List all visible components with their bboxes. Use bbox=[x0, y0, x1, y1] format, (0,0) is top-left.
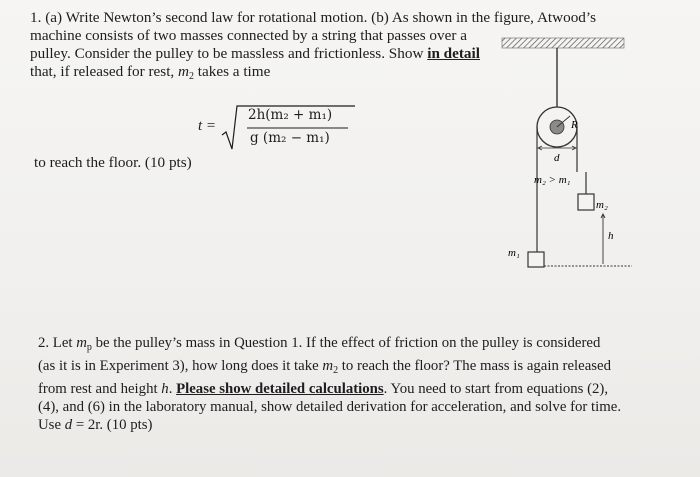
formula-numerator: 2h(m₂ + m₁) bbox=[248, 107, 333, 123]
q1-m-symbol: m bbox=[178, 63, 189, 80]
formula-denominator: g (m₂ − m₁) bbox=[250, 130, 330, 146]
ceiling-hatch bbox=[502, 38, 624, 48]
q2-line-2-post: to reach the floor? The mass is again released bbox=[338, 358, 612, 374]
radius-label: R bbox=[571, 119, 578, 131]
q2-h-var: h bbox=[161, 381, 169, 397]
q2-underlined-calculations: Please show detailed calculations bbox=[176, 381, 384, 397]
question-2 bbox=[38, 334, 668, 434]
mass-1-block bbox=[528, 252, 544, 267]
q2-line-1-pre: 2. Let bbox=[38, 335, 77, 351]
mass-1-label: m₁ bbox=[508, 247, 520, 259]
q2-line-1-post: be the pulley’s mass in Question 1. If the effect of friction on the pulley is considered bbox=[91, 335, 601, 351]
q1-line-3-text: pulley. Consider the pulley to be massless and frictionless. Show bbox=[30, 45, 424, 62]
q1-line-2: machine consists of two masses connected by a string that passes over a bbox=[30, 27, 467, 44]
q2-line-5-pre: Use bbox=[38, 417, 65, 433]
q2-line-3 bbox=[38, 380, 668, 398]
mass-relation-label: m₂ > m₁ bbox=[534, 174, 571, 186]
q2-line-2 bbox=[38, 357, 668, 380]
q1-line-4-pre: that, if released for rest, bbox=[30, 63, 179, 80]
q1-underlined-in-detail: in detail bbox=[427, 45, 480, 62]
q2-mp-var bbox=[76, 335, 92, 351]
q2-d-var: d bbox=[64, 417, 73, 433]
q2-mp-subscript: p bbox=[86, 342, 92, 353]
q2-mp-symbol: m bbox=[76, 335, 87, 351]
q2-line-2-pre: (as it is in Experiment 3), how long does it take bbox=[38, 358, 323, 374]
formula-lhs: t = bbox=[198, 118, 217, 134]
mass-2-block bbox=[578, 194, 594, 210]
q2-m2-symbol: m bbox=[322, 358, 334, 374]
q1-line-4-post: takes a time bbox=[193, 63, 271, 80]
atwood-machine-figure bbox=[490, 30, 640, 280]
mass-2-label: m₂ bbox=[596, 199, 608, 211]
q1-m2-var bbox=[178, 63, 194, 80]
height-label: h bbox=[608, 230, 614, 242]
reach-floor-text: to reach the floor. (10 pts) bbox=[34, 154, 192, 171]
q2-line-3-pre: from rest and height bbox=[38, 381, 162, 397]
q2-line-5-post: = 2r. (10 pts) bbox=[72, 417, 153, 433]
q1-line-1: 1. (a) Write Newton’s second law for rotational motion. (b) As shown in the figure, Atwood’s bbox=[30, 9, 597, 26]
q2-line-4: (4), and (6) in the laboratory manual, show detailed derivation for acceleration, and solve for time. bbox=[38, 399, 622, 415]
q2-line-3-post: . You need to start from equations (2), bbox=[383, 381, 609, 397]
q2-m2-subscript: 2 bbox=[333, 365, 339, 376]
q2-line-1 bbox=[38, 334, 668, 357]
q2-m2-var bbox=[322, 358, 338, 374]
q2-line-5 bbox=[38, 416, 668, 434]
q1-m-subscript: 2 bbox=[188, 71, 194, 82]
q2-line-3-mid: . bbox=[168, 381, 177, 397]
diameter-label: d bbox=[554, 152, 560, 164]
